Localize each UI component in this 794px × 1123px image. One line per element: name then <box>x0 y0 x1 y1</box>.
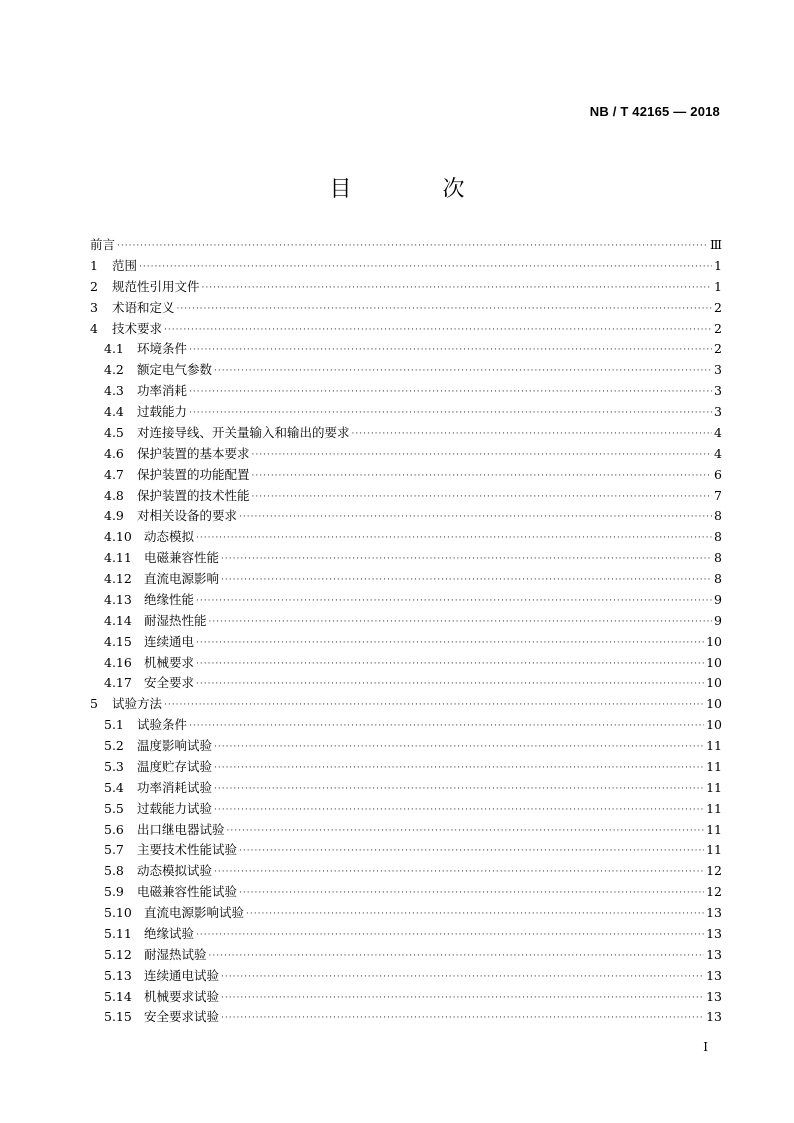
toc-entry-page: 9 <box>714 591 722 607</box>
toc-entry-number: 5.14 <box>104 988 132 1004</box>
toc-entry[interactable] <box>90 381 722 402</box>
toc-entry-number: 1 <box>90 257 98 273</box>
toc-entry-page: 3 <box>714 404 722 419</box>
toc-entry[interactable] <box>90 444 722 465</box>
toc-entry-title: 耐湿热试验 <box>144 946 207 962</box>
toc-dot-leader <box>209 946 705 967</box>
toc-dot-leader <box>177 299 712 320</box>
toc-entry[interactable] <box>90 757 722 778</box>
toc-entry-page: 4 <box>714 445 722 461</box>
toc-entry-number: 5.2 <box>104 738 124 753</box>
toc-entry[interactable] <box>90 903 722 924</box>
toc-entry-title: 试验条件 <box>137 717 188 733</box>
toc-entry-number: 4.6 <box>104 445 124 461</box>
toc-entry[interactable] <box>90 882 722 903</box>
toc-entry-page: 1 <box>714 278 722 294</box>
toc-entry[interactable] <box>90 632 722 653</box>
standard-number: NB / T 42165 — 2018 <box>589 104 720 119</box>
toc-entry-number: 4.7 <box>104 466 124 482</box>
toc-entry-page: 2 <box>714 320 722 336</box>
toc-entry-number: 4.8 <box>104 487 124 503</box>
page-title: 目 次 <box>329 177 507 202</box>
toc-entry-page: 6 <box>714 466 722 482</box>
toc-dot-leader <box>221 549 712 570</box>
toc-entry-number: 4.15 <box>104 633 132 649</box>
toc-entry-title: 动态模拟试验 <box>137 863 213 879</box>
toc-entry-title: 保护装置的基本要求 <box>137 445 250 461</box>
toc-dot-leader <box>202 278 712 299</box>
toc-entry-number: 3 <box>90 299 98 315</box>
toc-entry-page: 2 <box>714 299 722 315</box>
toc-entry[interactable] <box>90 1007 722 1028</box>
toc-entry-page: 10 <box>706 696 722 712</box>
toc-dot-leader <box>196 925 704 946</box>
toc-entry[interactable] <box>90 778 722 799</box>
toc-dot-leader <box>164 320 712 341</box>
toc-entry[interactable] <box>90 736 722 757</box>
toc-entry-title: 前言 <box>90 237 116 252</box>
toc-entry-number: 5 <box>90 696 98 712</box>
toc-entry-number: 5.15 <box>104 1009 132 1025</box>
toc-dot-leader <box>196 591 712 612</box>
toc-entry[interactable] <box>90 653 722 674</box>
toc-dot-leader <box>189 340 712 361</box>
toc-entry-number: 5.3 <box>104 758 124 774</box>
toc-entry-title: 连续通电试验 <box>144 967 220 983</box>
toc-dot-leader <box>214 779 704 800</box>
toc-entry-title: 机械要求试验 <box>144 988 220 1004</box>
toc-entry-number: 4.2 <box>104 362 124 378</box>
toc-entry-number: 4.9 <box>104 508 124 524</box>
toc-entry-number: 5.7 <box>104 842 124 858</box>
toc-entry-title: 对相关设备的要求 <box>137 508 238 524</box>
toc-dot-leader <box>252 466 712 487</box>
toc-entry-page: 12 <box>706 863 722 879</box>
toc-dot-leader <box>164 695 704 716</box>
toc-dot-leader <box>227 821 705 842</box>
toc-entry-number: 4.4 <box>104 404 124 419</box>
toc-entry-number: 4.1 <box>104 341 124 357</box>
toc-entry-title: 耐湿热性能 <box>144 612 207 628</box>
toc-entry-page: 7 <box>714 487 722 503</box>
toc-entry-page: 11 <box>706 821 722 837</box>
toc-entry-number: 5.4 <box>104 779 124 795</box>
toc-entry-title: 功率消耗 <box>137 383 188 399</box>
toc-entry-title: 电磁兼容性能 <box>144 550 220 566</box>
toc-entry-title: 动态模拟 <box>144 529 195 545</box>
toc-entry[interactable] <box>90 319 722 340</box>
toc-entry-number: 4.14 <box>104 612 132 628</box>
page-number: I <box>703 1040 708 1054</box>
toc-dot-leader <box>214 361 712 382</box>
toc-entry-title: 主要技术性能试验 <box>137 842 238 858</box>
toc-entry-page: 8 <box>714 571 722 586</box>
toc-entry-number: 5.11 <box>104 925 132 941</box>
toc-entry-page: 4 <box>714 424 722 440</box>
toc-entry-title: 安全要求 <box>144 675 195 691</box>
toc-dot-leader <box>196 674 704 695</box>
toc-dot-leader <box>117 236 708 257</box>
toc-entry-page: 8 <box>714 550 722 566</box>
toc-dot-leader <box>189 716 704 737</box>
toc-entry-page: 11 <box>706 779 722 795</box>
toc-entry[interactable] <box>90 799 722 820</box>
toc-dot-leader <box>196 528 712 549</box>
toc-entry-page: 11 <box>706 738 722 753</box>
toc-entry-number: 5.5 <box>104 800 124 816</box>
toc-entry[interactable] <box>90 256 722 277</box>
table-of-contents <box>90 235 722 1028</box>
toc-entry-page: 13 <box>706 905 722 920</box>
toc-entry-title: 温度贮存试验 <box>137 758 213 774</box>
toc-dot-leader <box>196 633 704 654</box>
toc-dot-leader <box>239 841 704 862</box>
toc-entry[interactable] <box>90 694 722 715</box>
toc-entry-page: 9 <box>714 612 722 628</box>
toc-entry[interactable] <box>90 820 722 841</box>
toc-dot-leader <box>352 424 712 445</box>
toc-entry-number: 4.3 <box>104 383 124 399</box>
toc-entry[interactable] <box>90 360 722 381</box>
toc-entry-number: 4 <box>90 320 98 336</box>
toc-entry-title: 规范性引用文件 <box>112 278 200 294</box>
toc-entry-number: 5.6 <box>104 821 124 837</box>
toc-entry-title: 绝缘性能 <box>144 591 195 607</box>
toc-dot-leader <box>139 257 712 278</box>
toc-entry[interactable] <box>90 506 722 527</box>
toc-dot-leader <box>214 737 704 758</box>
toc-entry-page: 10 <box>706 675 722 691</box>
toc-entry-number: 4.13 <box>104 591 132 607</box>
toc-entry-page: 10 <box>706 654 722 670</box>
toc-dot-leader <box>239 507 712 528</box>
toc-entry-title: 直流电源影响 <box>144 571 220 586</box>
toc-entry[interactable] <box>90 715 722 736</box>
toc-entry-number: 5.12 <box>104 946 132 962</box>
toc-dot-leader <box>221 967 704 988</box>
toc-entry[interactable] <box>90 569 722 590</box>
toc-entry-number: 5.8 <box>104 863 124 879</box>
toc-entry-page: 8 <box>714 508 722 524</box>
toc-entry-page: 13 <box>706 967 722 983</box>
toc-entry-page: 11 <box>706 800 722 816</box>
toc-entry[interactable] <box>90 486 722 507</box>
toc-entry-page: 10 <box>706 717 722 733</box>
toc-entry-page: 13 <box>706 988 722 1004</box>
toc-entry-title: 额定电气参数 <box>137 362 213 378</box>
toc-dot-leader <box>221 570 712 591</box>
toc-entry-number: 5.10 <box>104 905 132 920</box>
toc-entry-title: 环境条件 <box>137 341 188 357</box>
toc-entry[interactable] <box>90 673 722 694</box>
toc-entry[interactable] <box>90 277 722 298</box>
toc-entry-page: 3 <box>714 362 722 378</box>
toc-entry-number: 5.13 <box>104 967 132 983</box>
toc-entry-page: 11 <box>706 758 722 774</box>
toc-entry[interactable] <box>90 465 722 486</box>
toc-entry-title: 对连接导线、开关量输入和输出的要求 <box>137 424 350 440</box>
toc-entry-title: 技术要求 <box>112 320 163 336</box>
toc-entry[interactable] <box>90 298 722 319</box>
toc-dot-leader <box>252 487 712 508</box>
toc-entry-title: 安全要求试验 <box>144 1009 220 1025</box>
toc-dot-leader <box>209 612 712 633</box>
toc-entry-page: 8 <box>714 529 722 545</box>
toc-entry[interactable] <box>90 548 722 569</box>
toc-entry-number: 4.10 <box>104 529 132 545</box>
toc-entry-title: 术语和定义 <box>112 299 175 315</box>
toc-entry-number: 2 <box>90 278 98 294</box>
toc-dot-leader <box>252 445 712 466</box>
toc-entry[interactable] <box>90 402 722 423</box>
toc-entry-title: 绝缘试验 <box>144 925 195 941</box>
toc-dot-leader <box>221 1008 704 1029</box>
toc-entry-title: 过载能力试验 <box>137 800 213 816</box>
toc-entry-title: 过载能力 <box>137 404 188 419</box>
toc-entry-title: 机械要求 <box>144 654 195 670</box>
toc-entry[interactable] <box>90 840 722 861</box>
toc-entry-page: 3 <box>714 383 722 399</box>
toc-entry-title: 直流电源影响试验 <box>144 905 245 920</box>
toc-entry-page: 2 <box>714 341 722 357</box>
toc-entry-page: 1 <box>714 257 722 273</box>
toc-dot-leader <box>246 904 704 925</box>
toc-entry-title: 电磁兼容性能试验 <box>137 884 238 900</box>
toc-entry[interactable] <box>90 590 722 611</box>
toc-dot-leader <box>239 883 704 904</box>
toc-entry-title: 连续通电 <box>144 633 195 649</box>
toc-dot-leader <box>214 800 704 821</box>
toc-entry[interactable] <box>90 611 722 632</box>
toc-entry-page: 13 <box>706 1009 722 1025</box>
toc-entry-number: 4.5 <box>104 424 124 440</box>
toc-entry[interactable] <box>90 861 722 882</box>
toc-dot-leader <box>214 862 704 883</box>
toc-entry-number: 4.11 <box>104 550 132 566</box>
toc-entry[interactable] <box>90 945 722 966</box>
toc-dot-leader <box>196 654 704 675</box>
toc-entry-page: Ⅲ <box>709 237 722 252</box>
toc-entry[interactable] <box>90 966 722 987</box>
toc-entry-number: 4.17 <box>104 675 132 691</box>
toc-entry-number: 5.1 <box>104 717 124 733</box>
toc-entry-page: 10 <box>706 633 722 649</box>
toc-entry-number: 4.12 <box>104 571 132 586</box>
toc-entry-title: 保护装置的功能配置 <box>137 466 250 482</box>
toc-entry[interactable] <box>90 527 722 548</box>
toc-entry[interactable] <box>90 423 722 444</box>
toc-dot-leader <box>214 758 704 779</box>
toc-entry[interactable] <box>90 339 722 360</box>
toc-entry-page: 13 <box>706 946 722 962</box>
toc-dot-leader <box>221 988 704 1009</box>
toc-dot-leader <box>189 403 712 424</box>
toc-entry[interactable] <box>90 924 722 945</box>
toc-entry[interactable] <box>90 987 722 1008</box>
toc-entry-number: 5.9 <box>104 884 124 900</box>
toc-entry[interactable] <box>90 235 722 256</box>
toc-entry-title: 范围 <box>112 257 138 273</box>
toc-dot-leader <box>189 382 712 403</box>
toc-entry-number: 4.16 <box>104 654 132 670</box>
toc-entry-title: 试验方法 <box>112 696 163 712</box>
toc-entry-page: 11 <box>706 842 722 858</box>
toc-entry-title: 温度影响试验 <box>137 738 213 753</box>
toc-entry-title: 功率消耗试验 <box>137 779 213 795</box>
toc-entry-title: 保护装置的技术性能 <box>137 487 250 503</box>
toc-entry-page: 13 <box>706 925 722 941</box>
toc-entry-title: 出口继电器试验 <box>137 821 225 837</box>
toc-entry-page: 12 <box>706 884 722 900</box>
